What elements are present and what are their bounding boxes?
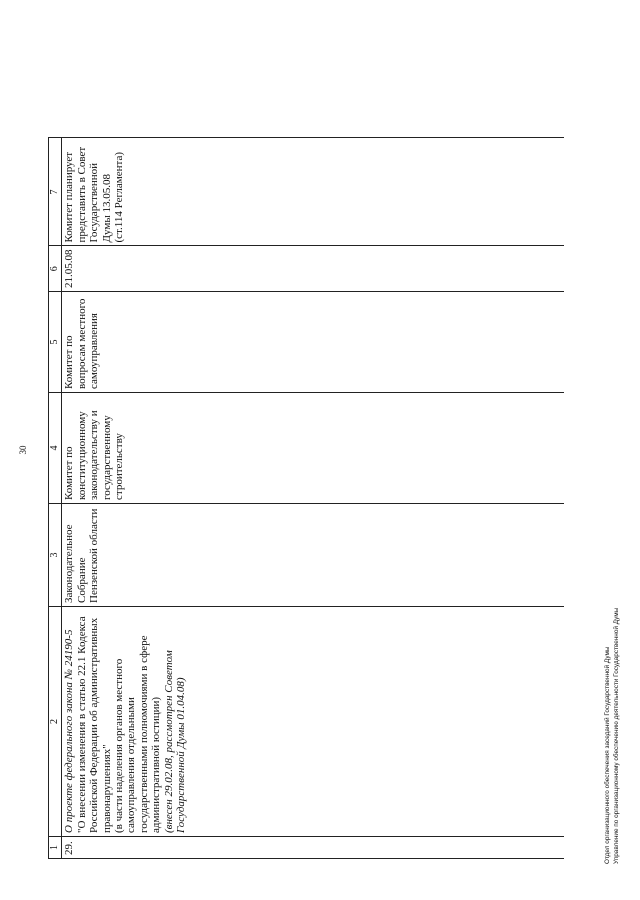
- row-number: 29.: [62, 837, 565, 859]
- column-number-1: 1: [49, 837, 62, 859]
- bill-subject: (в части наделения органов местного самоуправления отдельными государственными полномочиями в сфере административной юстиции): [113, 635, 163, 833]
- column-number-6: 6: [49, 246, 62, 292]
- bill-title: О проекте федерального закона № 24190-5: [63, 629, 76, 833]
- column-number-2: 2: [49, 607, 62, 837]
- date-cell: 21.05.08: [62, 246, 565, 292]
- bill-status-note: (внесен 29.02.08, рассмотрен Советом Государственной Думы 01.04.08): [162, 650, 188, 833]
- footer-directorate: Управление по организационному обеспечению деятельности Государственной Думы: [613, 607, 620, 864]
- bill-description: "О внесении изменения в статью 22.1 Кодекса Российской Федерации об административных правонарушениях": [75, 616, 113, 833]
- note-cell: Комитет планирует представить в Совет Государственной Думы 13.05.08 (ст.114 Регламента): [62, 138, 565, 246]
- co-executor-committee-cell: Комитет по вопросам местного самоуправления: [62, 292, 565, 393]
- bill-cell: [62, 607, 565, 837]
- table-row: [62, 138, 565, 859]
- column-number-row: [49, 138, 62, 859]
- column-number-5: 5: [49, 292, 62, 393]
- column-number-3: 3: [49, 504, 62, 607]
- agenda-table: [48, 138, 564, 860]
- column-number-4: 4: [49, 393, 62, 504]
- author-cell: Законодательное Собрание Пензенской области: [62, 504, 565, 607]
- page-number: 30: [18, 445, 28, 455]
- column-number-7: 7: [49, 138, 62, 246]
- footer-department: Отдел организационного обеспечения заседаний Государственной Думы: [604, 646, 611, 864]
- responsible-committee-cell: Комитет по конституционному законодательству и государственному строительству: [62, 393, 565, 504]
